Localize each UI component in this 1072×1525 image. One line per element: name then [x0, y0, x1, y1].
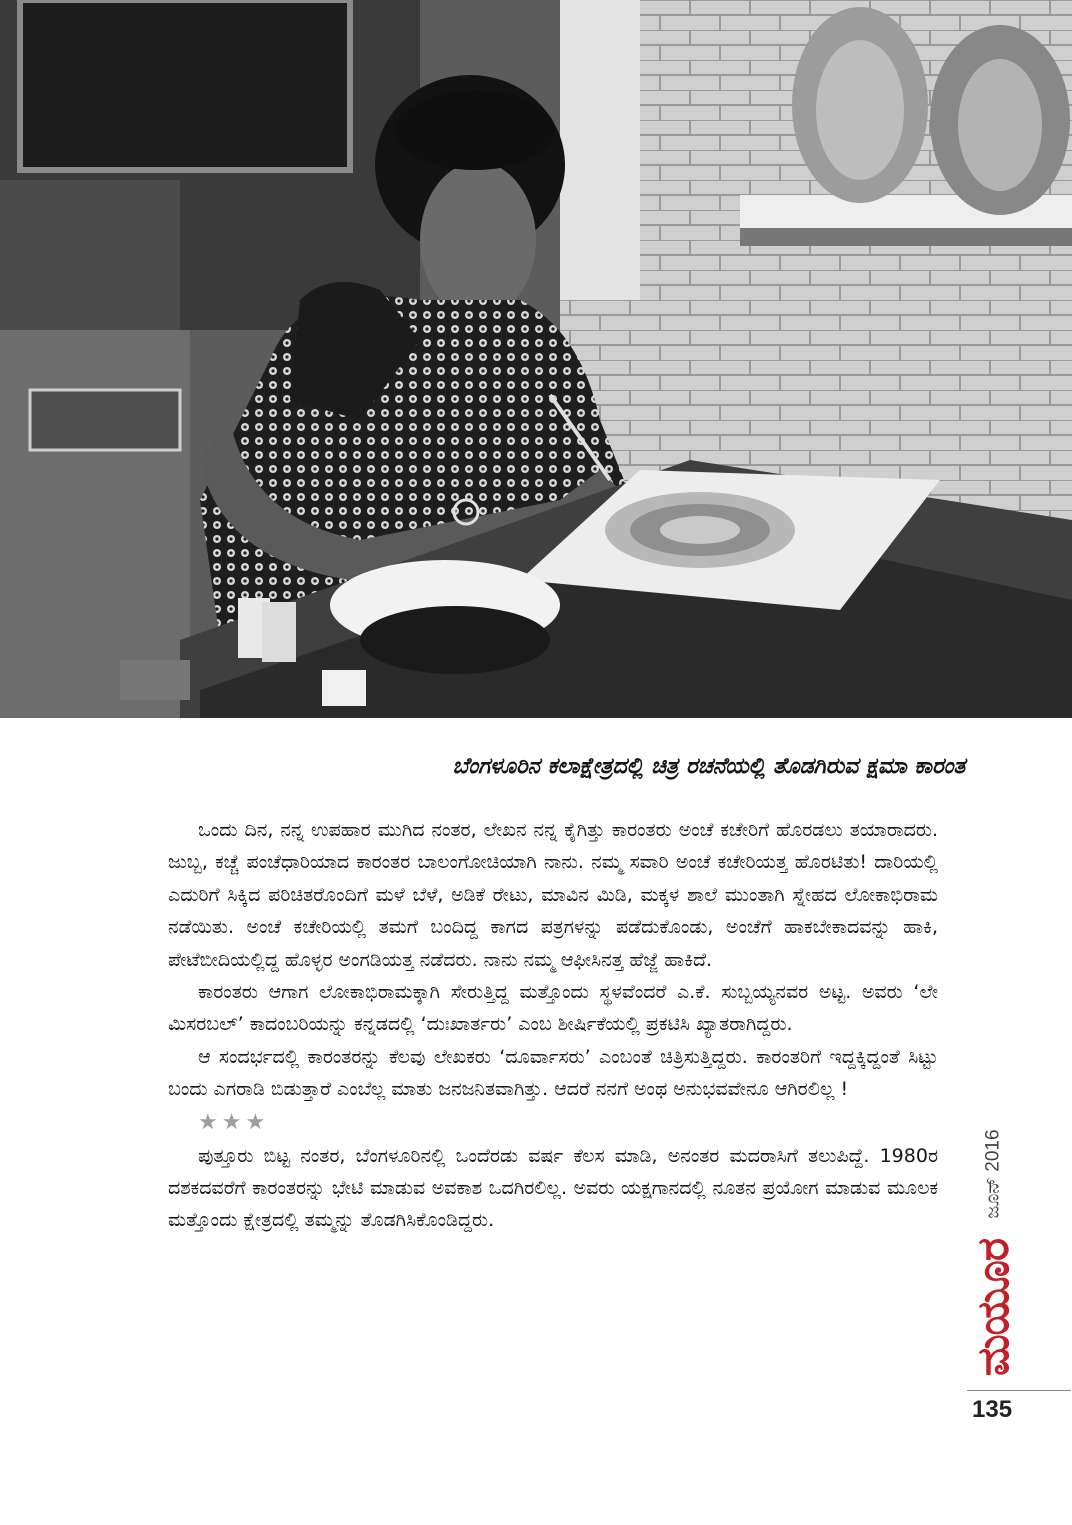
article-photo	[0, 0, 1072, 718]
photo-caption: ಬೆಂಗಳೂರಿನ ಕಲಾಕ್ಷೇತ್ರದಲ್ಲಿ ಚಿತ್ರ ರಚನೆಯಲ್ಲಿ ತೊಡಗಿರುವ ಕ್ಷಮಾ ಕಾರಂತ	[452, 754, 965, 779]
section-separator: ★★★	[198, 1109, 270, 1135]
paragraph: ಒಂದು ದಿನ, ನನ್ನ ಉಪಹಾರ ಮುಗಿದ ನಂತರ, ಲೇಖನ ನನ್ನ ಕೈಗಿತ್ತು ಕಾರಂತರು ಅಂಚೆ ಕಚೇರಿಗೆ ಹೊರಡಲು ತಯಾರಾದರು. ಜುಬ್ಬ, ಕಚ್ಚೆ ಪಂಚೆಧಾರಿಯಾದ ಕಾರಂತರ ಬಾಲಂಗೋಚಿಯಾಗಿ ನಾನು. ನಮ್ಮ ಸವಾರಿ ಅಂಚೆ ಕಚೇರಿಯತ್ತ ಹೊರಟಿತು! ದಾರಿಯಲ್ಲಿ ಎದುರಿಗೆ ಸಿಕ್ಕಿದ ಪರಿಚಿತರೊಂದಿಗೆ ಮಳೆ ಬೆಳೆ, ಅಡಿಕೆ ರೇಟು, ಮಾವಿನ ಮಿಡಿ, ಮಕ್ಕಳ ಶಾಲೆ ಮುಂತಾಗಿ ಸ್ನೇಹದ ಲೋಕಾಭಿರಾಮ ನಡೆಯಿತು. ಅಂಚೆ ಕಚೇರಿಯಲ್ಲಿ ತಮಗೆ ಬಂದಿದ್ದ ಕಾಗದ ಪತ್ರಗಳನ್ನು ಪಡೆದುಕೊಂಡು, ಅಂಚೆಗೆ ಹಾಕಬೇಕಾದವನ್ನು ಹಾಕಿ, ಪೇಟೆಬೀದಿಯಲ್ಲಿದ್ದ ಹೊಳ್ಳರ ಅಂಗಡಿಯತ್ತ ನಡೆದರು. ನಾನು ನಮ್ಮ ಆಫೀಸಿನತ್ತ ಹೆಜ್ಜೆ ಹಾಕಿದೆ.	[168, 819, 938, 971]
article-body	[168, 814, 938, 1237]
magazine-logo	[960, 1226, 1028, 1388]
magazine-name: ಮಯೂರ	[968, 1238, 1020, 1376]
page-number: 135	[972, 1396, 1013, 1423]
issue-date-label: ಜೂನ್ 2016	[983, 1129, 1005, 1219]
issue-date	[965, 1128, 1023, 1220]
paragraph: ಕಾರಂತರು ಆಗಾಗ ಲೋಕಾಭಿರಾಮಕ್ಕಾಗಿ ಸೇರುತ್ತಿದ್ದ ಮತ್ತೊಂದು ಸ್ಥಳವೆಂದರೆ ಎ.ಕೆ. ಸುಬ್ಬಯ್ಯನವರ ಅಟ್ಟ. ಅವರು ‘ಲೇ ಮಿಸರಬಲ್’ ಕಾದಂಬರಿಯನ್ನು ಕನ್ನಡದಲ್ಲಿ ‘ದುಃಖಾರ್ತರು’ ಎಂಬ ಶೀರ್ಷಿಕೆಯಲ್ಲಿ ಪ್ರಕಟಿಸಿ ಖ್ಯಾತರಾಗಿದ್ದರು.	[168, 981, 938, 1036]
paragraph: ಪುತ್ತೂರು ಬಿಟ್ಟ ನಂತರ, ಬೆಂಗಳೂರಿನಲ್ಲಿ ಒಂದೆರಡು ವರ್ಷ ಕೆಲಸ ಮಾಡಿ, ಅನಂತರ ಮದರಾಸಿಗೆ ತಲುಪಿದ್ದೆ. 1980ರ ದಶಕದವರೆಗೆ ಕಾರಂತರನ್ನು ಭೇಟಿ ಮಾಡುವ ಅವಕಾಶ ಒದಗಿರಲಿಲ್ಲ. ಅವರು ಯಕ್ಷಗಾನದಲ್ಲಿ ನೂತನ ಪ್ರಯೋಗ ಮಾಡುವ ಮೂಲಕ ಮತ್ತೊಂದು ಕ್ಷೇತ್ರದಲ್ಲಿ ತಮ್ಮನ್ನು ತೊಡಗಿಸಿಕೊಂಡಿದ್ದರು.	[168, 1144, 938, 1232]
paragraph: ಆ ಸಂದರ್ಭದಲ್ಲಿ ಕಾರಂತರನ್ನು ಕೆಲವು ಲೇಖಕರು ‘ದೂರ್ವಾಸರು’ ಎಂಬಂತೆ ಚಿತ್ರಿಸುತ್ತಿದ್ದರು. ಕಾರಂತರಿಗೆ ಇದ್ದಕ್ಕಿದ್ದಂತೆ ಸಿಟ್ಟು ಬಂದು ಎಗರಾಡಿ ಬಿಡುತ್ತಾರೆ ಎಂಬೆಲ್ಲ ಮಾತು ಜನಜನಿತವಾಗಿತ್ತು. ಆದರೆ ನನಗೆ ಅಂಥ ಅನುಭವವೇನೂ ಆಗಿರಲಿಲ್ಲ !	[168, 1045, 938, 1101]
footer-divider	[967, 1390, 1071, 1391]
photo-woman-painting-icon	[0, 0, 1072, 718]
